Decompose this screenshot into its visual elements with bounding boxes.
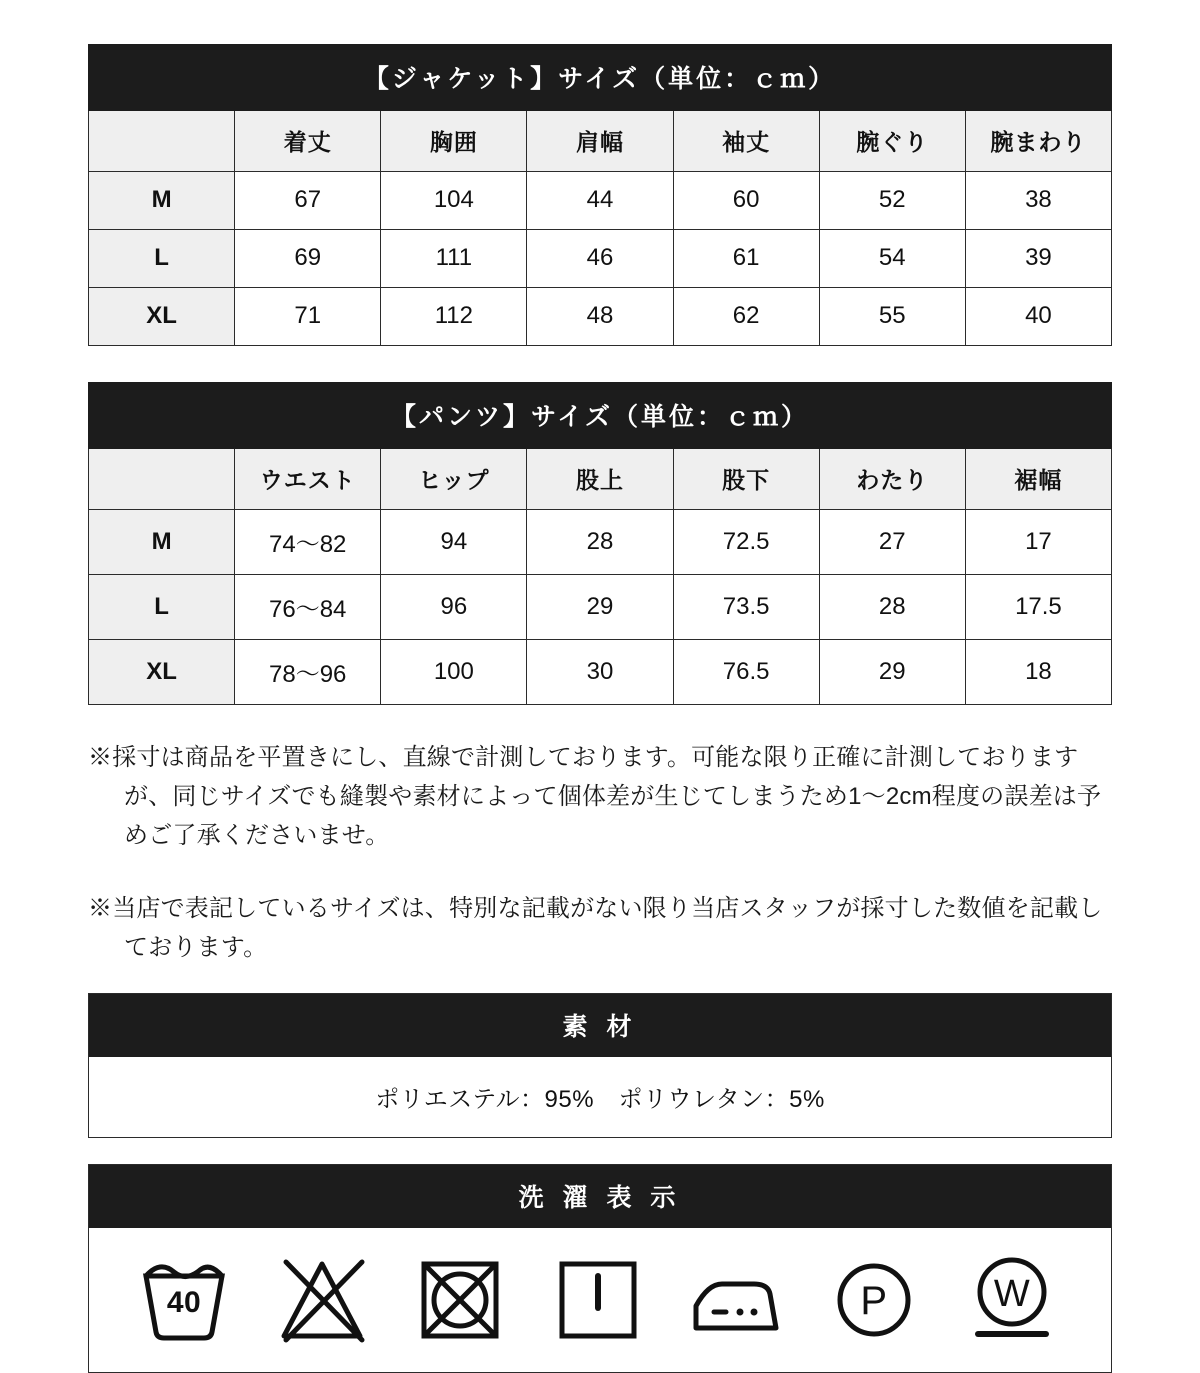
jacket-header-corner bbox=[89, 111, 235, 172]
wash-care-title: 洗 濯 表 示 bbox=[89, 1165, 1111, 1228]
pants-row-label: M bbox=[89, 510, 235, 575]
pants-cell: 100 bbox=[381, 640, 527, 705]
wash-tub-40-icon bbox=[134, 1246, 238, 1350]
pants-cell: 29 bbox=[819, 640, 965, 705]
wet-clean-w-icon bbox=[962, 1246, 1066, 1350]
table-spacer bbox=[88, 346, 1112, 382]
jacket-table-header-row bbox=[89, 111, 1112, 172]
jacket-column-header: 腕まわり bbox=[965, 111, 1111, 172]
pants-cell: 28 bbox=[527, 510, 673, 575]
pants-column-header: ウエスト bbox=[235, 449, 381, 510]
pants-table-title-row bbox=[89, 383, 1112, 449]
jacket-cell: 67 bbox=[235, 172, 381, 230]
pants-cell: 78〜96 bbox=[235, 640, 381, 705]
pants-cell: 94 bbox=[381, 510, 527, 575]
jacket-column-header: 着丈 bbox=[235, 111, 381, 172]
pants-size-table bbox=[88, 382, 1112, 705]
table-row bbox=[89, 640, 1112, 705]
pants-column-header: ヒップ bbox=[381, 449, 527, 510]
pants-cell: 28 bbox=[819, 575, 965, 640]
material-title: 素 材 bbox=[89, 994, 1111, 1057]
jacket-row-label: XL bbox=[89, 288, 235, 346]
jacket-row-label: L bbox=[89, 230, 235, 288]
jacket-cell: 104 bbox=[381, 172, 527, 230]
jacket-cell: 39 bbox=[965, 230, 1111, 288]
pants-cell: 73.5 bbox=[673, 575, 819, 640]
pants-row-label: L bbox=[89, 575, 235, 640]
pants-cell: 72.5 bbox=[673, 510, 819, 575]
iron-icon bbox=[686, 1246, 790, 1350]
table-row bbox=[89, 288, 1112, 346]
jacket-cell: 62 bbox=[673, 288, 819, 346]
pants-column-header: 裾幅 bbox=[965, 449, 1111, 510]
jacket-cell: 55 bbox=[819, 288, 965, 346]
jacket-cell: 60 bbox=[673, 172, 819, 230]
wash-care-icons bbox=[89, 1228, 1111, 1372]
jacket-size-table bbox=[88, 44, 1112, 346]
jacket-cell: 52 bbox=[819, 172, 965, 230]
jacket-cell: 54 bbox=[819, 230, 965, 288]
table-row bbox=[89, 230, 1112, 288]
svg-text:40: 40 bbox=[166, 1286, 202, 1320]
pants-cell: 76.5 bbox=[673, 640, 819, 705]
jacket-column-header: 腕ぐり bbox=[819, 111, 965, 172]
jacket-cell: 46 bbox=[527, 230, 673, 288]
jacket-cell: 48 bbox=[527, 288, 673, 346]
pants-row-label: XL bbox=[89, 640, 235, 705]
pants-column-header: 股上 bbox=[527, 449, 673, 510]
pants-cell: 76〜84 bbox=[235, 575, 381, 640]
jacket-column-header: 胸囲 bbox=[381, 111, 527, 172]
no-tumble-dry-icon bbox=[410, 1246, 514, 1350]
measurement-notes bbox=[88, 739, 1112, 967]
jacket-cell: 112 bbox=[381, 288, 527, 346]
line-dry-icon bbox=[548, 1246, 652, 1350]
pants-cell: 27 bbox=[819, 510, 965, 575]
pants-cell: 30 bbox=[527, 640, 673, 705]
material-text: ポリエステル：95% ポリウレタン：5% bbox=[89, 1057, 1111, 1137]
jacket-cell: 111 bbox=[381, 230, 527, 288]
jacket-cell: 61 bbox=[673, 230, 819, 288]
pants-cell: 96 bbox=[381, 575, 527, 640]
pants-cell: 17 bbox=[965, 510, 1111, 575]
svg-text:W: W bbox=[993, 1273, 1031, 1316]
note-staff-measured: ※当店で表記しているサイズは、特別な記載がない限り当店スタッフが採寸した数値を記載しております。 bbox=[88, 894, 1103, 961]
wash-care-block bbox=[88, 1164, 1112, 1373]
pants-cell: 74〜82 bbox=[235, 510, 381, 575]
no-bleach-icon bbox=[272, 1246, 376, 1350]
jacket-column-header: 袖丈 bbox=[673, 111, 819, 172]
table-row bbox=[89, 510, 1112, 575]
pants-cell: 17.5 bbox=[965, 575, 1111, 640]
pants-header-corner bbox=[89, 449, 235, 510]
table-row bbox=[89, 575, 1112, 640]
jacket-cell: 38 bbox=[965, 172, 1111, 230]
pants-table-title: 【パンツ】サイズ（単位：ｃｍ） bbox=[89, 383, 1112, 449]
dry-clean-p-icon bbox=[824, 1246, 928, 1350]
jacket-cell: 71 bbox=[235, 288, 381, 346]
table-row bbox=[89, 172, 1112, 230]
jacket-table-title: 【ジャケット】サイズ（単位：ｃｍ） bbox=[89, 45, 1112, 111]
note-measurement: ※採寸は商品を平置きにし、直線で計測しております。可能な限り正確に計測しておりますが、同じサイズでも縫製や素材によって個体差が生じてしまうため1〜2cm程度の誤差は予めご了承くださいませ。 bbox=[88, 744, 1102, 849]
jacket-cell: 44 bbox=[527, 172, 673, 230]
jacket-cell: 69 bbox=[235, 230, 381, 288]
svg-text:P: P bbox=[860, 1279, 888, 1324]
pants-cell: 29 bbox=[527, 575, 673, 640]
jacket-table-title-row bbox=[89, 45, 1112, 111]
pants-column-header: 股下 bbox=[673, 449, 819, 510]
jacket-cell: 40 bbox=[965, 288, 1111, 346]
pants-column-header: わたり bbox=[819, 449, 965, 510]
pants-table-header-row bbox=[89, 449, 1112, 510]
jacket-column-header: 肩幅 bbox=[527, 111, 673, 172]
jacket-row-label: M bbox=[89, 172, 235, 230]
pants-cell: 18 bbox=[965, 640, 1111, 705]
material-block bbox=[88, 993, 1112, 1138]
